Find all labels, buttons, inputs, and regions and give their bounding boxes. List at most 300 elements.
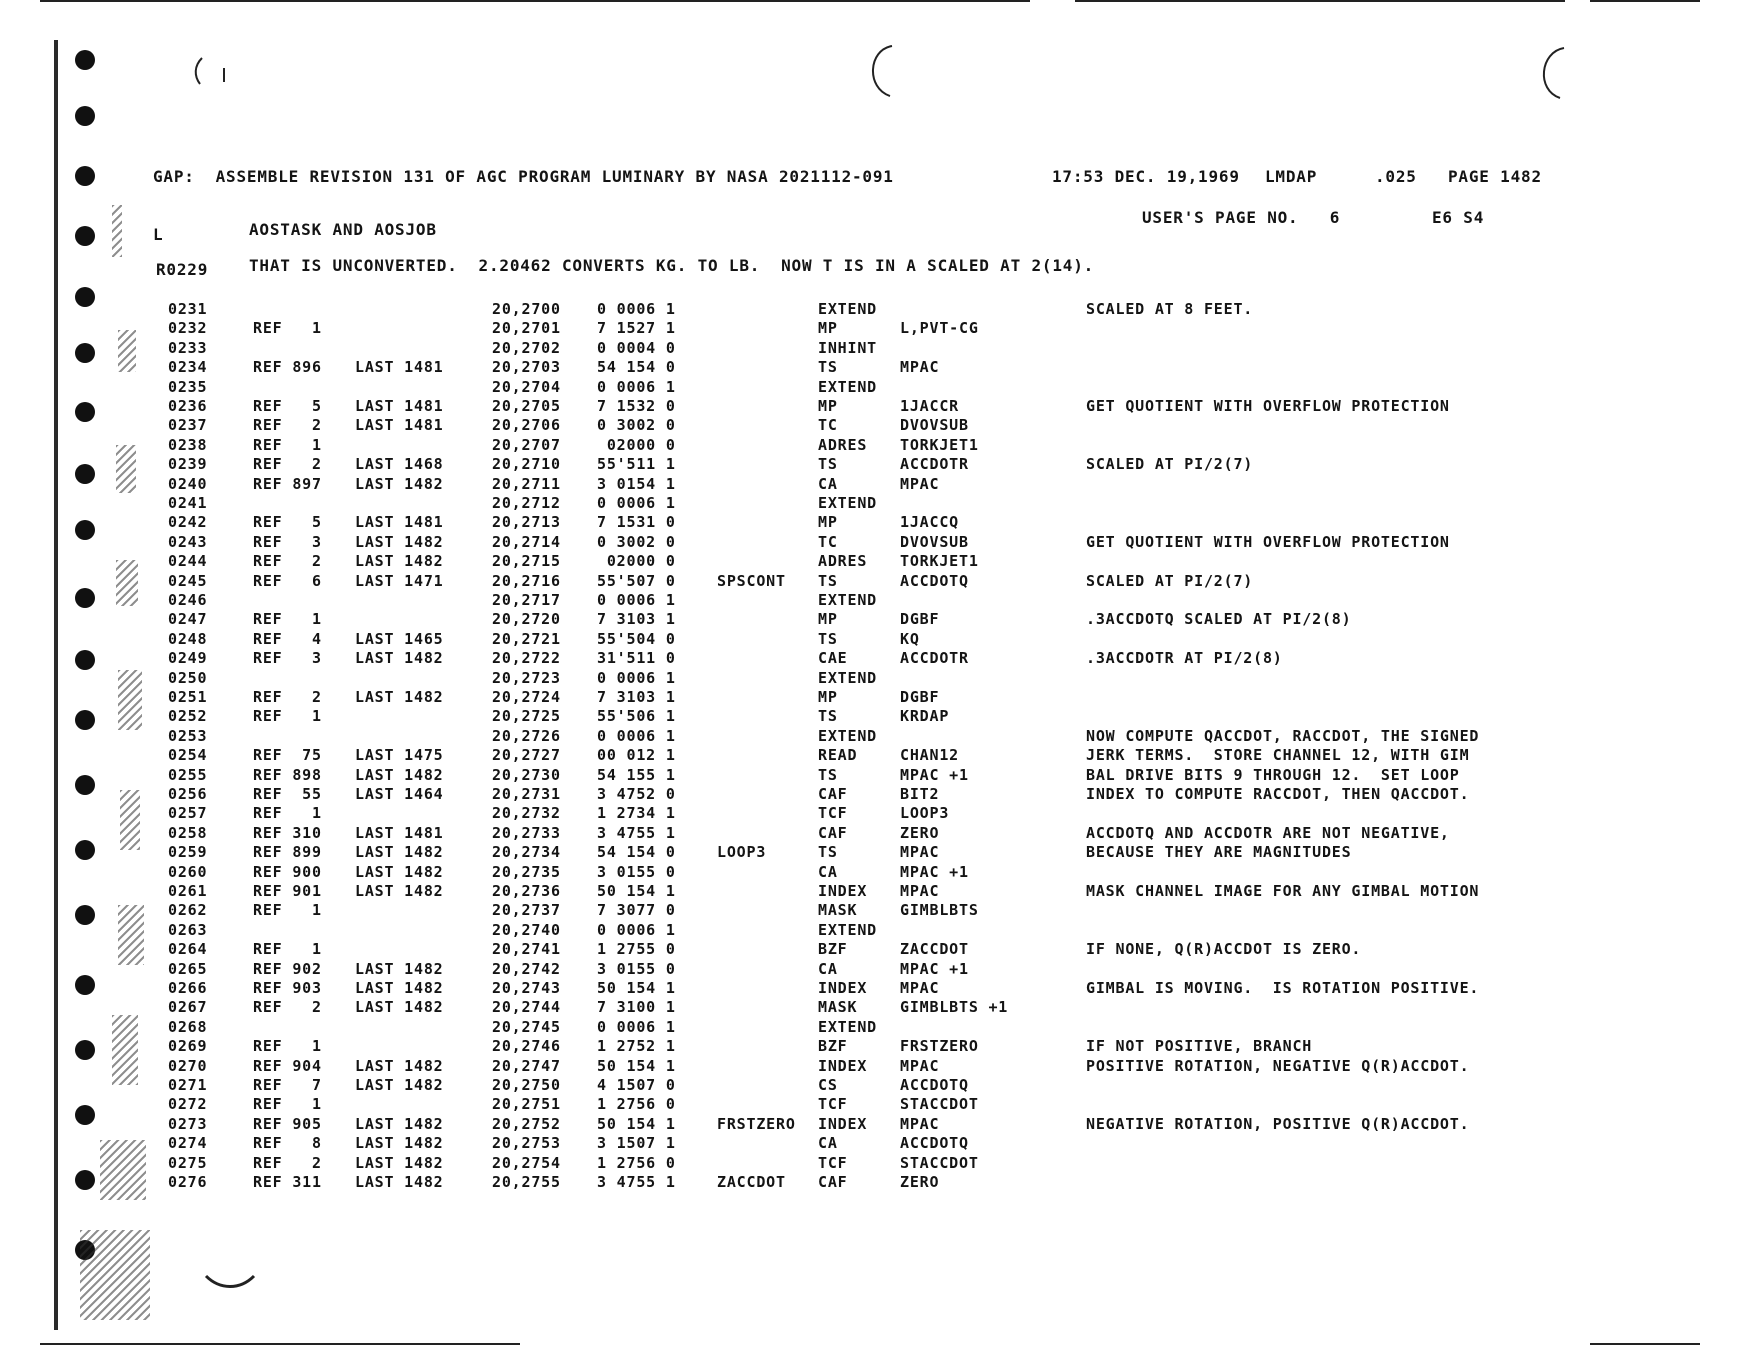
listing-operand: ACCDOTQ: [900, 1134, 969, 1153]
listing-operand: MPAC +1: [900, 959, 969, 978]
listing-ref-count: REF 905: [253, 1114, 322, 1133]
listing-line-number: 0265: [168, 959, 208, 978]
listing-line-number: 0245: [168, 571, 208, 590]
listing-memory-address: 20,2753: [492, 1134, 561, 1153]
listing-remark: .3ACCDOTQ SCALED AT PI/2(8): [1086, 610, 1352, 629]
listing-octal-word: 0 0006 1: [597, 591, 676, 609]
listing-opcode: TS: [818, 358, 838, 377]
listing-memory-address: 20,2741: [492, 940, 561, 959]
listing-remark: SCALED AT PI/2(7): [1086, 571, 1254, 590]
listing-octal-word: 7 3077 0: [597, 901, 676, 920]
listing-ref-count: REF 1: [253, 435, 322, 454]
punch-hole: [75, 166, 95, 186]
listing-line-number: 0243: [168, 532, 208, 551]
listing-operand: ACCDOTQ: [900, 1076, 969, 1094]
listing-ref-count: REF 2: [253, 552, 322, 571]
listing-ref-count: REF 311: [253, 1173, 322, 1191]
listing-octal-word: 50 154 1: [597, 882, 676, 900]
listing-operand: MPAC +1: [900, 765, 969, 784]
listing-opcode: CA: [818, 1134, 838, 1153]
punch-hole: [75, 975, 95, 995]
listing-ref-count: REF 1: [253, 940, 322, 959]
listing-memory-address: 20,2725: [492, 707, 561, 726]
listing-memory-address: 20,2703: [492, 358, 561, 377]
punch-hole: [75, 710, 95, 730]
listing-ref-count: REF 6: [253, 571, 322, 590]
listing-opcode: EXTEND: [818, 377, 877, 396]
listing-octal-word: 0 0006 1: [597, 920, 676, 939]
listing-opcode: CA: [818, 474, 838, 493]
listing-line-number: 0270: [168, 1056, 208, 1075]
listing-memory-address: 20,2745: [492, 1017, 561, 1036]
listing-ref-count: REF 5: [253, 397, 322, 415]
listing-octal-word: 54 154 0: [597, 358, 676, 377]
punch-hole: [75, 1170, 95, 1190]
listing-opcode: MP: [818, 397, 838, 415]
listing-operand: MPAC +1: [900, 862, 969, 881]
listing-statement-label: LOOP3: [717, 843, 767, 862]
listing-memory-address: 20,2721: [492, 629, 561, 648]
listing-ref-count: REF 901: [253, 882, 322, 900]
listing-operand: TORKJET1: [900, 552, 979, 571]
listing-memory-address: 20,2711: [492, 474, 561, 493]
listing-title: GAP: ASSEMBLE REVISION 131 OF AGC PROGRAM LUMINARY BY NASA 2021112-091: [153, 167, 894, 186]
listing-opcode: MP: [818, 319, 838, 338]
listing-last-page-ref: LAST 1481: [355, 823, 444, 842]
listing-operand: DGBF: [900, 610, 940, 629]
scan-noise: [112, 205, 122, 257]
listing-remark: SCALED AT PI/2(7): [1086, 455, 1254, 474]
listing-ref-count: REF 3: [253, 649, 322, 668]
paper-fold-mark: [200, 1270, 260, 1300]
listing-last-page-ref: LAST 1481: [355, 358, 444, 377]
listing-memory-address: 20,2707: [492, 435, 561, 454]
listing-statement-label: ZACCDOT: [717, 1173, 786, 1191]
listing-line-number: 0269: [168, 1037, 208, 1056]
listing-operand: TORKJET1: [900, 435, 979, 454]
listing-line-number: 0259: [168, 843, 208, 862]
listing-line-number: 0272: [168, 1095, 208, 1114]
binding-edge: [54, 40, 58, 1330]
scan-noise: [100, 1140, 146, 1200]
listing-last-page-ref: LAST 1482: [355, 532, 444, 551]
punch-hole: [75, 226, 95, 246]
listing-opcode: BZF: [818, 940, 848, 959]
listing-last-page-ref: LAST 1482: [355, 862, 444, 881]
punch-hole: [75, 905, 95, 925]
listing-ref-count: REF 904: [253, 1056, 322, 1075]
listing-line-number: 0264: [168, 940, 208, 959]
listing-operand: 1JACCQ: [900, 513, 959, 532]
listing-opcode: INDEX: [818, 1056, 868, 1075]
listing-opcode: TS: [818, 455, 838, 474]
listing-opcode: CA: [818, 862, 838, 881]
listing-remark: .3ACCDOTR AT PI/2(8): [1086, 649, 1283, 668]
listing-octal-word: 0 0006 1: [597, 494, 676, 512]
punch-hole: [75, 650, 95, 670]
listing-memory-address: 20,2713: [492, 513, 561, 532]
scan-noise: [116, 560, 138, 606]
listing-opcode: TS: [818, 571, 838, 590]
listing-operand: ZERO: [900, 1173, 940, 1191]
listing-ref-count: REF 1: [253, 804, 322, 823]
listing-line-number: 0266: [168, 979, 208, 997]
listing-opcode: TCF: [818, 1153, 848, 1172]
listing-ref-count: REF 1: [253, 1095, 322, 1114]
listing-octal-word: 1 2756 0: [597, 1153, 676, 1172]
listing-ref-count: REF 310: [253, 823, 322, 842]
listing-memory-address: 20,2750: [492, 1076, 561, 1094]
listing-operand: STACCDOT: [900, 1153, 979, 1172]
listing-remark: NEGATIVE ROTATION, POSITIVE Q(R)ACCDOT.: [1086, 1114, 1470, 1133]
listing-memory-address: 20,2715: [492, 552, 561, 571]
listing-statement-label: SPSCONT: [717, 571, 786, 590]
listing-remark: MASK CHANNEL IMAGE FOR ANY GIMBAL MOTION: [1086, 882, 1480, 900]
listing-line-number: 0255: [168, 765, 208, 784]
listing-octal-word: 54 155 1: [597, 765, 676, 784]
listing-last-page-ref: LAST 1481: [355, 397, 444, 415]
listing-memory-address: 20,2727: [492, 746, 561, 765]
listing-operand: ZACCDOT: [900, 940, 969, 959]
listing-line-number: 0273: [168, 1114, 208, 1133]
listing-memory-address: 20,2754: [492, 1153, 561, 1172]
punch-hole: [75, 464, 95, 484]
listing-opcode: TS: [818, 707, 838, 726]
listing-opcode: TC: [818, 532, 838, 551]
listing-ref-count: REF 896: [253, 358, 322, 377]
listing-octal-word: 3 4755 1: [597, 823, 676, 842]
listing-last-page-ref: LAST 1482: [355, 765, 444, 784]
listing-octal-word: 02000 0: [597, 435, 676, 454]
listing-ref-count: REF 1: [253, 901, 322, 920]
listing-octal-word: 0 3002 0: [597, 416, 676, 435]
listing-opcode: EXTEND: [818, 494, 877, 512]
listing-ref-count: REF 1: [253, 707, 322, 726]
listing-octal-word: 55'511 1: [597, 455, 676, 474]
listing-line-number: 0231: [168, 300, 208, 318]
page-number: PAGE 1482: [1448, 167, 1542, 186]
listing-opcode: EXTEND: [818, 920, 877, 939]
paper-fold-mark: [190, 52, 240, 92]
listing-memory-address: 20,2737: [492, 901, 561, 920]
listing-octal-word: 1 2756 0: [597, 1095, 676, 1114]
listing-operand: 1JACCR: [900, 397, 959, 415]
listing-memory-address: 20,2722: [492, 649, 561, 668]
listing-opcode: MP: [818, 513, 838, 532]
scan-noise: [116, 445, 136, 493]
listing-opcode: INDEX: [818, 979, 868, 997]
listing-octal-word: 55'506 1: [597, 707, 676, 726]
listing-memory-address: 20,2735: [492, 862, 561, 881]
listing-octal-word: 0 0006 1: [597, 377, 676, 396]
listing-line-number: 0274: [168, 1134, 208, 1153]
listing-line-number: 0239: [168, 455, 208, 474]
punch-hole: [75, 775, 95, 795]
listing-memory-address: 20,2746: [492, 1037, 561, 1056]
listing-memory-address: 20,2714: [492, 532, 561, 551]
listing-operand: DVOVSUB: [900, 532, 969, 551]
listing-memory-address: 20,2724: [492, 688, 561, 706]
listing-line-number: 0262: [168, 901, 208, 920]
listing-line-number: 0242: [168, 513, 208, 532]
listing-memory-address: 20,2744: [492, 998, 561, 1017]
listing-last-page-ref: LAST 1482: [355, 979, 444, 997]
listing-ref-count: REF 900: [253, 862, 322, 881]
listing-operand: MPAC: [900, 843, 940, 862]
scan-noise: [120, 790, 140, 850]
listing-opcode: TCF: [818, 804, 848, 823]
listing-operand: L,PVT-CG: [900, 319, 979, 338]
listing-opcode: CAE: [818, 649, 848, 668]
listing-operand: KQ: [900, 629, 920, 648]
listing-octal-word: 0 0006 1: [597, 726, 676, 745]
ident-code: .025: [1375, 167, 1417, 186]
listing-remark: GET QUOTIENT WITH OVERFLOW PROTECTION: [1086, 397, 1450, 415]
listing-octal-word: 02000 0: [597, 552, 676, 571]
listing-ref-count: REF 898: [253, 765, 322, 784]
log-letter: L: [153, 225, 164, 244]
listing-memory-address: 20,2734: [492, 843, 561, 862]
module-name: LMDAP: [1265, 167, 1318, 186]
listing-remark: SCALED AT 8 FEET.: [1086, 300, 1254, 318]
listing-octal-word: 3 4752 0: [597, 785, 676, 803]
listing-opcode: INDEX: [818, 882, 868, 900]
listing-octal-word: 4 1507 0: [597, 1076, 676, 1094]
scan-noise: [118, 905, 144, 965]
listing-remark: GIMBAL IS MOVING. IS ROTATION POSITIVE.: [1086, 979, 1480, 997]
listing-operand: MPAC: [900, 358, 940, 377]
listing-octal-word: 0 0006 1: [597, 1017, 676, 1036]
listing-line-number: 0276: [168, 1173, 208, 1191]
listing-octal-word: 1 2755 0: [597, 940, 676, 959]
punch-hole: [75, 520, 95, 540]
listing-opcode: ADRES: [818, 435, 868, 454]
listing-memory-address: 20,2710: [492, 455, 561, 474]
listing-last-page-ref: LAST 1482: [355, 998, 444, 1017]
listing-memory-address: 20,2726: [492, 726, 561, 745]
punch-hole: [75, 287, 95, 307]
listing-opcode: TS: [818, 629, 838, 648]
listing-operand: ACCDOTR: [900, 649, 969, 668]
listing-memory-address: 20,2705: [492, 397, 561, 415]
listing-opcode: ADRES: [818, 552, 868, 571]
listing-opcode: TS: [818, 765, 838, 784]
bottom-edge-rule: [40, 1343, 520, 1345]
listing-line-number: 0261: [168, 882, 208, 900]
listing-memory-address: 20,2730: [492, 765, 561, 784]
listing-ref-count: REF 75: [253, 746, 322, 765]
listing-operand: ACCDOTQ: [900, 571, 969, 590]
listing-remark: IF NOT POSITIVE, BRANCH: [1086, 1037, 1313, 1056]
listing-last-page-ref: LAST 1482: [355, 1153, 444, 1172]
listing-line-number: 0233: [168, 338, 208, 357]
listing-line-number: 0250: [168, 668, 208, 687]
listing-line-number: 0275: [168, 1153, 208, 1172]
listing-opcode: TCF: [818, 1095, 848, 1114]
listing-line-number: 0254: [168, 746, 208, 765]
listing-memory-address: 20,2717: [492, 591, 561, 609]
listing-ref-count: REF 899: [253, 843, 322, 862]
listing-line-number: 0234: [168, 358, 208, 377]
listing-remark: INDEX TO COMPUTE RACCDOT, THEN QACCDOT.: [1086, 785, 1470, 803]
listing-memory-address: 20,2743: [492, 979, 561, 997]
listing-memory-address: 20,2712: [492, 494, 561, 512]
listing-opcode: MP: [818, 610, 838, 629]
listing-last-page-ref: LAST 1482: [355, 1134, 444, 1153]
listing-line-number: 0232: [168, 319, 208, 338]
punch-hole: [75, 50, 95, 70]
listing-octal-word: 0 3002 0: [597, 532, 676, 551]
listing-line-number: 0238: [168, 435, 208, 454]
listing-line-number: 0237: [168, 416, 208, 435]
punch-hole: [75, 1040, 95, 1060]
listing-octal-word: 55'507 0: [597, 571, 676, 590]
listing-last-page-ref: LAST 1468: [355, 455, 444, 474]
listing-operand: MPAC: [900, 1114, 940, 1133]
top-edge-rule: [1075, 0, 1565, 2]
listing-octal-word: 50 154 1: [597, 1114, 676, 1133]
listing-last-page-ref: LAST 1482: [355, 1114, 444, 1133]
bottom-edge-rule: [1590, 1343, 1700, 1345]
listing-opcode: CS: [818, 1076, 838, 1094]
listing-ref-count: REF 2: [253, 416, 322, 435]
punch-hole: [75, 402, 95, 422]
listing-octal-word: 3 0155 0: [597, 862, 676, 881]
listing-line-number: 0247: [168, 610, 208, 629]
listing-last-page-ref: LAST 1465: [355, 629, 444, 648]
listing-operand: LOOP3: [900, 804, 950, 823]
listing-operand: DGBF: [900, 688, 940, 706]
listing-ref-count: REF 2: [253, 455, 322, 474]
listing-ref-count: REF 2: [253, 998, 322, 1017]
listing-memory-address: 20,2716: [492, 571, 561, 590]
listing-octal-word: 7 1532 0: [597, 397, 676, 415]
listing-operand: MPAC: [900, 979, 940, 997]
listing-operand: GIMBLBTS +1: [900, 998, 1009, 1017]
listing-opcode: MASK: [818, 998, 858, 1017]
scan-noise: [80, 1230, 150, 1320]
listing-memory-address: 20,2732: [492, 804, 561, 823]
listing-octal-word: 3 0154 1: [597, 474, 676, 493]
listing-opcode: CAF: [818, 1173, 848, 1191]
listing-memory-address: 20,2723: [492, 668, 561, 687]
listing-remark: ACCDOTQ AND ACCDOTR ARE NOT NEGATIVE,: [1086, 823, 1450, 842]
listing-operand: ZERO: [900, 823, 940, 842]
top-edge-rule: [40, 0, 1030, 2]
listing-operand: MPAC: [900, 474, 940, 493]
listing-last-page-ref: LAST 1464: [355, 785, 444, 803]
listing-opcode: INHINT: [818, 338, 877, 357]
listing-octal-word: 7 3100 1: [597, 998, 676, 1017]
listing-last-page-ref: LAST 1482: [355, 1056, 444, 1075]
listing-octal-word: 0 0004 0: [597, 338, 676, 357]
listing-last-page-ref: LAST 1482: [355, 843, 444, 862]
punch-hole: [75, 106, 95, 126]
listing-opcode: TC: [818, 416, 838, 435]
listing-operand: CHAN12: [900, 746, 959, 765]
listing-ref-count: REF 1: [253, 610, 322, 629]
listing-memory-address: 20,2701: [492, 319, 561, 338]
paper-fold-mark: [1530, 42, 1570, 102]
listing-remark: POSITIVE ROTATION, NEGATIVE Q(R)ACCDOT.: [1086, 1056, 1470, 1075]
listing-ref-count: REF 8: [253, 1134, 322, 1153]
listing-ref-count: REF 55: [253, 785, 322, 803]
listing-memory-address: 20,2736: [492, 882, 561, 900]
listing-opcode: BZF: [818, 1037, 848, 1056]
listing-octal-word: 3 4755 1: [597, 1173, 676, 1191]
print-timestamp: 17:53 DEC. 19,1969: [1052, 167, 1240, 186]
listing-opcode: CAF: [818, 823, 848, 842]
listing-operand: MPAC: [900, 882, 940, 900]
listing-octal-word: 1 2752 1: [597, 1037, 676, 1056]
listing-last-page-ref: LAST 1482: [355, 959, 444, 978]
remark-id: R0229: [156, 260, 209, 279]
listing-remark: NOW COMPUTE QACCDOT, RACCDOT, THE SIGNED: [1086, 726, 1480, 745]
listing-remark: JERK TERMS. STORE CHANNEL 12, WITH GIM: [1086, 746, 1470, 765]
listing-ref-count: REF 897: [253, 474, 322, 493]
listing-opcode: EXTEND: [818, 591, 877, 609]
listing-octal-word: 50 154 1: [597, 1056, 676, 1075]
scan-noise: [118, 670, 142, 730]
listing-octal-word: 1 2734 1: [597, 804, 676, 823]
listing-statement-label: FRSTZERO: [717, 1114, 796, 1133]
listing-line-number: 0248: [168, 629, 208, 648]
punch-hole: [75, 343, 95, 363]
listing-ref-count: REF 2: [253, 1153, 322, 1172]
listing-opcode: INDEX: [818, 1114, 868, 1133]
listing-octal-word: 7 1531 0: [597, 513, 676, 532]
top-edge-rule: [1590, 0, 1700, 2]
listing-last-page-ref: LAST 1475: [355, 746, 444, 765]
listing-operand: GIMBLBTS: [900, 901, 979, 920]
listing-last-page-ref: LAST 1482: [355, 1076, 444, 1094]
listing-line-number: 0244: [168, 552, 208, 571]
listing-octal-word: 3 1507 1: [597, 1134, 676, 1153]
listing-last-page-ref: LAST 1481: [355, 513, 444, 532]
listing-line-number: 0256: [168, 785, 208, 803]
listing-operand: KRDAP: [900, 707, 950, 726]
paper-fold-mark: [860, 40, 900, 100]
listing-memory-address: 20,2700: [492, 300, 561, 318]
listing-ref-count: REF 4: [253, 629, 322, 648]
listing-octal-word: 7 3103 1: [597, 688, 676, 706]
listing-memory-address: 20,2704: [492, 377, 561, 396]
listing-memory-address: 20,2740: [492, 920, 561, 939]
listing-opcode: TS: [818, 843, 838, 862]
listing-memory-address: 20,2706: [492, 416, 561, 435]
listing-last-page-ref: LAST 1482: [355, 649, 444, 668]
listing-ref-count: REF 1: [253, 319, 322, 338]
listing-remark: GET QUOTIENT WITH OVERFLOW PROTECTION: [1086, 532, 1450, 551]
listing-memory-address: 20,2720: [492, 610, 561, 629]
listing-octal-word: 0 0006 1: [597, 668, 676, 687]
remark-text: THAT IS UNCONVERTED. 2.20462 CONVERTS KG. TO LB. NOW T IS IN A SCALED AT 2(14).: [249, 256, 1095, 275]
scan-noise: [118, 330, 136, 372]
listing-octal-word: 7 3103 1: [597, 610, 676, 629]
listing-memory-address: 20,2751: [492, 1095, 561, 1114]
listing-ref-count: REF 5: [253, 513, 322, 532]
listing-memory-address: 20,2752: [492, 1114, 561, 1133]
listing-operand: FRSTZERO: [900, 1037, 979, 1056]
listing-opcode: MASK: [818, 901, 858, 920]
listing-line-number: 0251: [168, 688, 208, 706]
listing-ref-count: REF 902: [253, 959, 322, 978]
listing-ref-count: REF 7: [253, 1076, 322, 1094]
scan-noise: [112, 1015, 138, 1085]
listing-memory-address: 20,2702: [492, 338, 561, 357]
listing-opcode: EXTEND: [818, 726, 877, 745]
punch-hole: [75, 840, 95, 860]
